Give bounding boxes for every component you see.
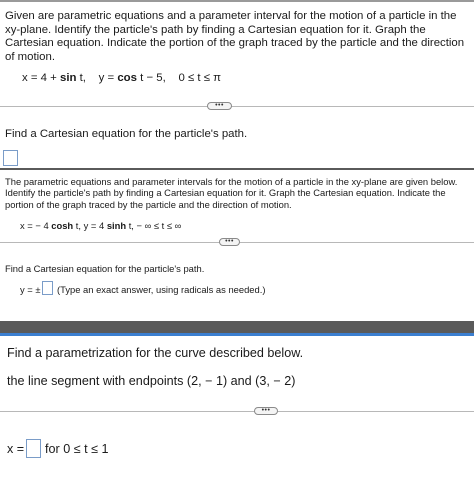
eq-y-fn: sinh (106, 220, 127, 231)
eq-y-lhs: y = 4 (83, 220, 107, 231)
problem-1-question: Find a Cartesian equation for the particle's path. (5, 128, 248, 140)
eq-y-lhs: y = (98, 72, 118, 84)
eq-x-fn: cosh (51, 220, 74, 231)
problem-3-description: the line segment with endpoints (2, − 1) and (3, − 2) (7, 374, 296, 388)
answer-prefix: x = (7, 442, 25, 456)
eq-interval: 0 ≤ t ≤ π (178, 72, 221, 84)
problem-2-prompt: The parametric equations and parameter intervals for the motion of a particle in the xy-plane are given below. Identify the particle's path by finding a Cartesian equation for it. Graph the Cartesian equation. Indicate the portion of the graph traced by the particle and the direction of motion. (5, 176, 458, 210)
problem-3-prompt: Find a parametrization for the curve described below. (7, 346, 304, 360)
eq-interval: − ∞ ≤ t ≤ ∞ (136, 220, 182, 231)
eq-y-arg: t, (126, 220, 134, 231)
problem-3-answer-box[interactable] (26, 439, 41, 458)
problem-1-panel (0, 0, 474, 168)
problem-1-equations (22, 72, 221, 84)
eq-x-arg: t, (73, 220, 81, 231)
problem-2-equations (20, 220, 181, 231)
divider (0, 106, 474, 107)
problem-2-question: Find a Cartesian equation for the particle's path. (5, 263, 205, 274)
problem-1-answer-box[interactable] (3, 150, 18, 166)
problem-2-panel (0, 170, 474, 321)
problem-2-answer-row (20, 284, 41, 295)
eq-y-fn: cos (117, 72, 137, 84)
problem-3-panel (0, 333, 474, 487)
eq-y-rest: t − 5, (136, 72, 166, 84)
expand-more-button[interactable]: ••• (219, 238, 240, 246)
expand-more-button[interactable]: ••• (254, 407, 278, 415)
problem-2-answer-box[interactable] (42, 281, 53, 295)
answer-suffix: for 0 ≤ t ≤ 1 (45, 442, 109, 456)
eq-x-fn: sin (60, 72, 77, 84)
answer-hint: (Type an exact answer, using radicals as needed.) (57, 284, 266, 295)
problem-1-prompt: Given are parametric equations and a parameter interval for the motion of a particle in the xy-plane. Identify the particle's path by finding a Cartesian equation for it. Graph the Cartesian equation. Indicate the portion of the graph traced by the particle and the direction of motion. (5, 10, 465, 64)
expand-more-button[interactable]: ••• (207, 102, 232, 110)
answer-prefix: y = ± (20, 284, 41, 295)
eq-x-lhs: x = 4 + (22, 72, 60, 84)
eq-x-lhs: x = − 4 (20, 220, 52, 231)
divider (0, 411, 474, 412)
eq-x-arg: t, (76, 72, 86, 84)
